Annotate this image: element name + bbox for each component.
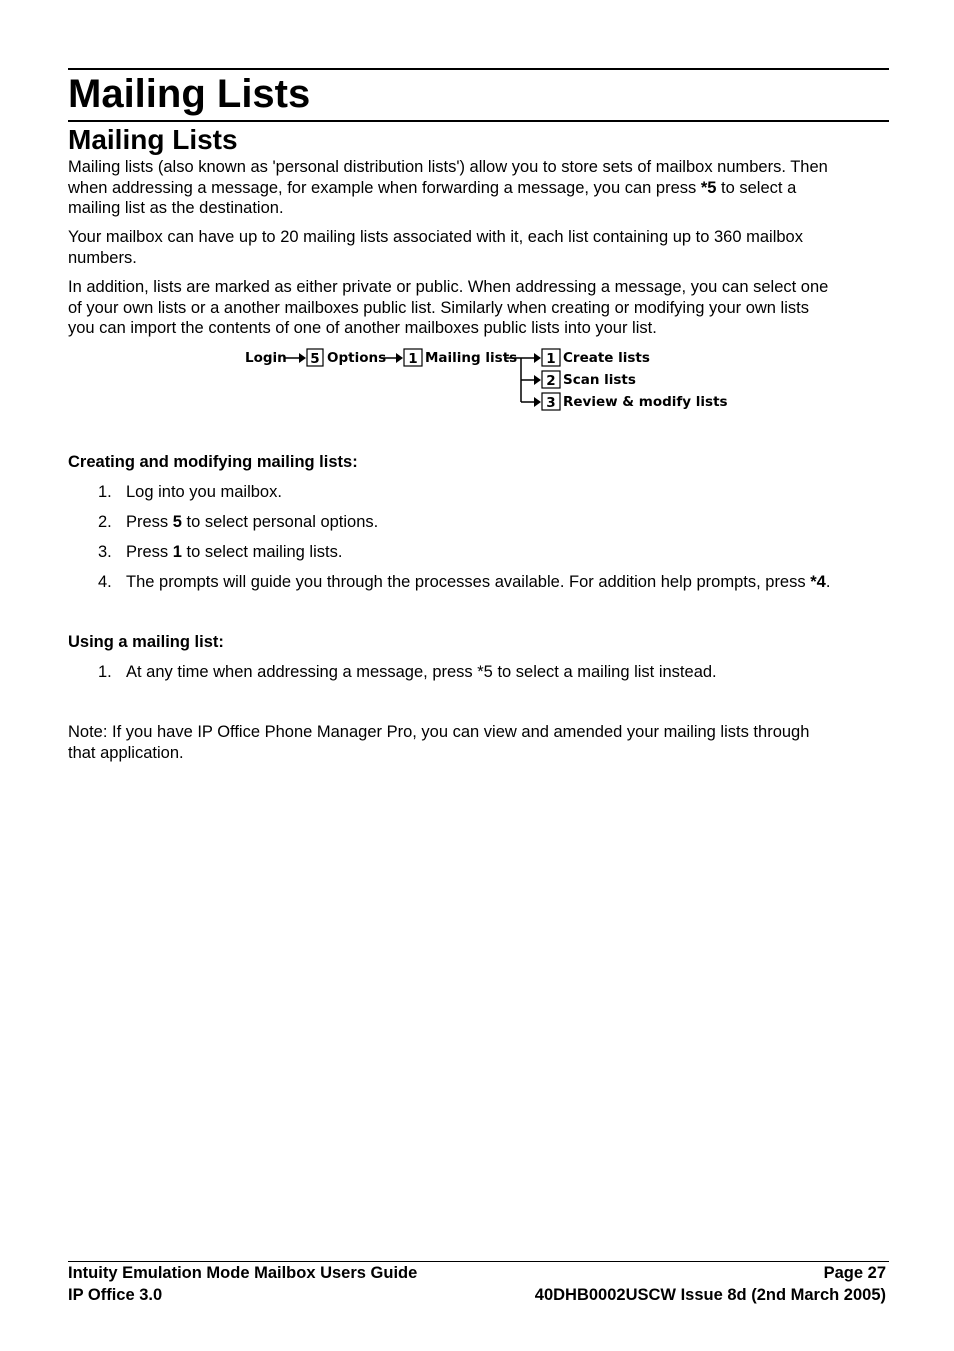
menu-flow-diagram — [0, 0, 954, 430]
page-title: Mailing Lists — [68, 72, 311, 116]
footer-page-number: Page 27 — [823, 1264, 886, 1282]
section-title: Mailing Lists — [68, 124, 238, 155]
note-paragraph — [68, 722, 888, 763]
footer-guide-title: Intuity Emulation Mode Mailbox Users Guide — [68, 1264, 418, 1282]
creating-heading: Creating and modifying mailing lists: — [68, 453, 358, 471]
note-line-a: Note: If you have IP Office Phone Manager Pro, you can view and amended your mailing lists through — [68, 723, 810, 741]
intro-p1-key: *5 — [700, 178, 717, 197]
note-line-b: that application. — [68, 743, 184, 762]
step-text: Press — [126, 513, 173, 531]
diagram-scan-key: 2 — [546, 373, 556, 389]
step-text-tail: to select mailing lists. — [181, 543, 343, 561]
diagram-review-key: 3 — [546, 395, 556, 411]
diagram-options-key: 5 — [310, 351, 320, 367]
step-text: Press — [126, 543, 173, 561]
intro-p1-line-c: to select a — [716, 178, 797, 197]
step-number: 3. — [98, 543, 112, 561]
arrowhead-login — [299, 353, 306, 363]
step-text-tail: to select personal options. — [181, 513, 379, 531]
step-text: Log into you mailbox. — [126, 483, 282, 501]
footer-row-2 — [68, 1285, 886, 1305]
intro-p3-line-a: In addition, lists are marked as either private or public. When addressing a message, you can select one — [68, 278, 829, 296]
diagram-mailing-key: 1 — [408, 351, 418, 367]
intro-p2-line-a: Your mailbox can have up to 20 mailing lists associated with it, each list containing up to 360 mailbox — [68, 228, 803, 246]
step-text: At any time when addressing a message, press *5 to select a mailing list instead. — [126, 663, 717, 681]
footer-row-1 — [68, 1263, 886, 1283]
intro-p2-line-b: numbers. — [68, 248, 137, 267]
intro-p1-line-d: mailing list as the destination. — [68, 199, 284, 217]
using-heading: Using a mailing list: — [68, 633, 224, 651]
footer-rule — [68, 1261, 889, 1262]
diagram-review-label: Review & modify lists — [563, 394, 728, 410]
step-text-tail: . — [825, 573, 831, 591]
diagram-create-key: 1 — [546, 351, 556, 367]
diagram-mailing-label: Mailing lists — [425, 350, 518, 366]
intro-p1-line-a: Mailing lists (also known as 'personal distribution lists') allow you to store sets of mailbox numbers. Then — [68, 158, 828, 176]
diagram-options-label: Options — [327, 350, 387, 366]
step-text: The prompts will guide you through the processes available. For addition help prompts, press — [126, 573, 811, 591]
diagram-login-label: Login — [245, 350, 287, 366]
intro-p3-line-c: you can import the contents of one of another mailboxes public lists into your list. — [68, 319, 657, 337]
diagram-create-label: Create lists — [563, 350, 650, 366]
step-key: *4 — [810, 573, 826, 591]
footer-product: IP Office 3.0 — [68, 1286, 163, 1304]
intro-p1-line-b: when addressing a message, for example when forwarding a message, you can press — [68, 178, 701, 197]
step-number: 1. — [98, 483, 112, 501]
intro-p3-line-b: of your own lists or a another mailboxes public list. Similarly when creating or modifying your own lists — [68, 298, 809, 317]
arrowhead-branch-2 — [534, 375, 541, 385]
step-number: 4. — [98, 573, 112, 591]
diagram-scan-label: Scan lists — [563, 372, 636, 388]
step-number: 1. — [98, 663, 112, 681]
step-key: 1 — [172, 543, 182, 561]
arrowhead-options — [396, 353, 403, 363]
footer-issue: 40DHB0002USCW Issue 8d (2nd March 2005) — [534, 1286, 886, 1304]
step-number: 2. — [98, 513, 112, 531]
step-key: 5 — [172, 513, 182, 531]
arrowhead-branch-3 — [534, 397, 541, 407]
arrowhead-branch-1 — [534, 353, 541, 363]
